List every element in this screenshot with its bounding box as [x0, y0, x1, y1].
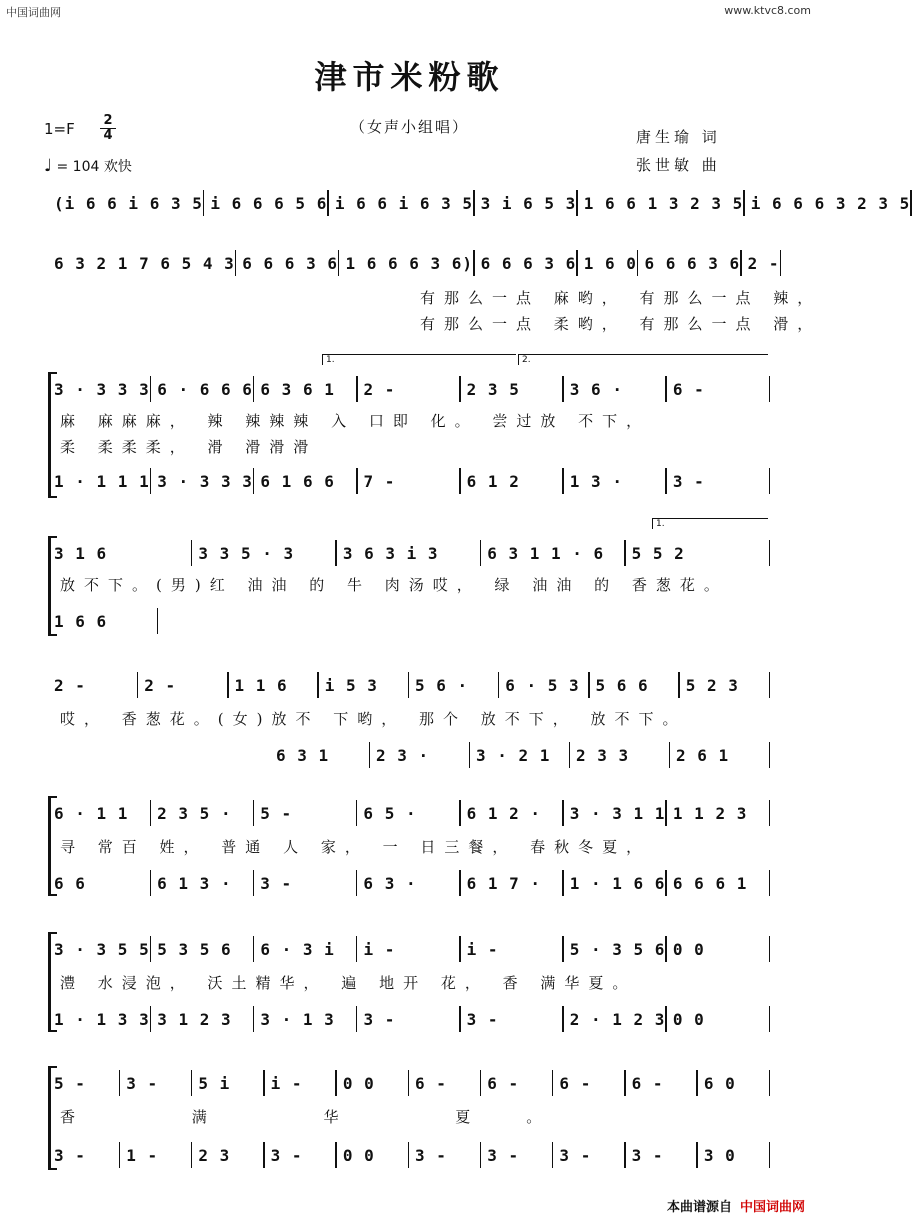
- measure: (i 6 6 i 6 3 5: [54, 193, 203, 213]
- score-row: [48, 250, 780, 276]
- barline: [769, 870, 771, 896]
- measure: 6 -: [487, 1073, 520, 1093]
- measure: 6 3 1 1 · 6: [487, 543, 605, 563]
- measure: 5 i: [198, 1073, 231, 1093]
- song-title: 津市米粉歌: [314, 58, 505, 96]
- site-name-left: 中国词曲网: [6, 6, 61, 19]
- measure: 5 -: [54, 1073, 86, 1093]
- footer-source-label: 本曲谱源自: [666, 1200, 732, 1215]
- score-row: [48, 800, 770, 826]
- measure: 3 -: [260, 873, 293, 893]
- measure: 6 1 7 ·: [466, 873, 541, 893]
- measure: 2 · 1 2 3: [569, 1009, 666, 1029]
- measure: 6 6: [54, 873, 86, 893]
- measure: 3 0: [703, 1145, 736, 1165]
- score-row: [48, 1070, 770, 1096]
- measure: 3 · 3 3 3: [54, 379, 150, 399]
- measure: 0 0: [342, 1073, 375, 1093]
- measure: 1 -: [126, 1145, 159, 1165]
- measure: 1 3 ·: [569, 471, 623, 491]
- tempo-text: = 104 欢快: [56, 159, 132, 175]
- measure: 3 · 2 1: [476, 745, 551, 765]
- measure: 1 6 6 6 3 6): [345, 253, 474, 273]
- measure: 3 -: [672, 471, 705, 491]
- measure: 3 · 3 3 3: [157, 471, 253, 491]
- lyric-line: 澧 水浸泡， 沃土精华， 遍 地开 花， 香 满华夏。: [60, 974, 637, 992]
- measure: 1 6 0: [583, 253, 637, 273]
- measure: 6 5 ·: [363, 803, 417, 823]
- measure: 0 0: [342, 1145, 375, 1165]
- measure: 1 · 1 3 3: [54, 1009, 150, 1029]
- measure: 6 -: [415, 1073, 447, 1093]
- footer-credit: [667, 1196, 805, 1215]
- measure: 1 · 1 1 1: [54, 471, 150, 491]
- volta-first-ending: 1.: [322, 354, 516, 365]
- lyric-line: 寻 常百 姓， 普通 人 家， 一 日三餐， 春秋冬夏，: [60, 838, 651, 856]
- site-url-right: www.ktvc8.com: [724, 4, 811, 17]
- composer-credit: 张世敏 曲: [636, 156, 721, 174]
- measure: 6 0: [703, 1073, 736, 1093]
- measure: 5 6 6: [595, 675, 649, 695]
- lyric-line: 放不下。(男)红 油油 的 牛 肉汤哎， 绿 油油 的 香葱花。: [60, 576, 728, 594]
- measure: 3 6 ·: [569, 379, 623, 399]
- time-sig-bottom: 4: [100, 128, 116, 143]
- measure: 1 1 6: [234, 675, 288, 695]
- measure: 3 · 1 3: [260, 1009, 335, 1029]
- lyric-line: 有那么一点 麻哟， 有那么一点 辣，: [420, 289, 822, 307]
- lyric-line: 有那么一点 柔哟， 有那么一点 滑，: [420, 315, 822, 333]
- measure: 3 1 6: [54, 543, 108, 563]
- measure: 3 -: [487, 1145, 520, 1165]
- measure: 6 1 3 ·: [157, 873, 232, 893]
- quarter-note-icon: ♩: [44, 156, 53, 176]
- volta-second-ending: 2.: [518, 354, 768, 365]
- score-row: [48, 376, 770, 402]
- measure: 2 3 5: [466, 379, 520, 399]
- barline: [769, 936, 771, 962]
- measure: 5 6 ·: [415, 675, 469, 695]
- measure: 6 -: [672, 379, 705, 399]
- measure: 3 3 5 · 3: [198, 543, 295, 563]
- measure: 6 6 6 3 6: [644, 253, 741, 273]
- measure: i -: [270, 1073, 303, 1093]
- measure: 3 i 6 5 3: [480, 193, 577, 213]
- measure: 6 -: [631, 1073, 664, 1093]
- measure: 3 · 3 5 5: [54, 939, 150, 959]
- measure: 3 -: [466, 1009, 499, 1029]
- measure: 2 3 3: [576, 745, 630, 765]
- volta-first-ending: 1.: [652, 518, 768, 529]
- measure: 6 3 ·: [363, 873, 417, 893]
- measure: 1 6 6 1 3 2 3 5: [583, 193, 744, 213]
- lyric-line: 香 满 华 夏。: [60, 1108, 598, 1126]
- measure: 1 · 1 6 6: [569, 873, 666, 893]
- score-row-lower: [48, 870, 770, 896]
- measure: 5 3 5 6: [157, 939, 232, 959]
- measure: 5 -: [260, 803, 293, 823]
- barline: [157, 608, 159, 634]
- measure: 5 2 3: [685, 675, 739, 695]
- tempo-marking: [44, 156, 132, 176]
- measure: 2 -: [144, 675, 177, 695]
- measure: 2 3 ·: [376, 745, 430, 765]
- barline: [769, 1070, 771, 1096]
- measure: 6 3 1: [276, 745, 330, 765]
- measure: 3 -: [415, 1145, 447, 1165]
- score-row: [48, 540, 770, 566]
- barline: [769, 540, 771, 566]
- score-row: [48, 672, 770, 698]
- score-row: [48, 936, 770, 962]
- measure: 2 -: [363, 379, 396, 399]
- measure: 3 -: [126, 1073, 159, 1093]
- measure: 3 -: [270, 1145, 303, 1165]
- measure: 6 1 2: [466, 471, 520, 491]
- barline: [769, 468, 771, 494]
- measure: 3 6 3 i 3: [342, 543, 439, 563]
- measure: i -: [466, 939, 499, 959]
- barline: [769, 1006, 771, 1032]
- measure: 6 -: [559, 1073, 592, 1093]
- measure: 2 3: [198, 1145, 231, 1165]
- score-row-lower: [48, 1142, 770, 1168]
- measure: 6 1 6 6: [260, 471, 335, 491]
- measure: 6 6 6 3 6: [242, 253, 338, 273]
- measure: i -: [363, 939, 396, 959]
- measure: 5 5 2: [631, 543, 685, 563]
- key-signature: 1=F: [44, 120, 75, 138]
- measure: 6 · 1 1: [54, 803, 129, 823]
- measure: 2 3 5 ·: [157, 803, 232, 823]
- measure: 6 3 2 1 7 6 5 4 3: [54, 253, 235, 273]
- measure: 0 0: [672, 1009, 705, 1029]
- footer-brand: 中国词曲网: [739, 1200, 805, 1215]
- measure: 7 -: [363, 471, 396, 491]
- lyric-line: 麻 麻麻麻， 辣 辣辣辣 入 口即 化。 尝过放 不下，: [60, 412, 651, 430]
- barline: [769, 742, 771, 768]
- lyricist-credit: 唐生瑜 词: [636, 128, 721, 146]
- measure: i 6 6 6 5 6: [210, 193, 328, 213]
- measure: i 6 6 6 3 2 3 5: [750, 193, 911, 213]
- measure: 3 -: [363, 1009, 396, 1029]
- measure: 5 · 3 5 6: [569, 939, 666, 959]
- measure: 0 0: [672, 939, 705, 959]
- measure: 1 1 2 3: [672, 803, 748, 823]
- measure: 3 -: [54, 1145, 86, 1165]
- time-signature: [100, 114, 116, 143]
- barline: [769, 376, 771, 402]
- measure: i 5 3: [324, 675, 378, 695]
- barline: [769, 800, 771, 826]
- measure: 6 · 3 i: [260, 939, 335, 959]
- score-row-lower: [48, 468, 770, 494]
- measure: 6 6 6 3 6: [480, 253, 577, 273]
- lyric-line: 哎， 香葱花。(女)放不 下哟， 那个 放不下， 放不下。: [60, 710, 687, 728]
- song-subtitle: （女声小组唱）: [349, 118, 469, 136]
- measure: 3 1 2 3: [157, 1009, 232, 1029]
- time-sig-top: 2: [103, 113, 113, 128]
- measure: 2 -: [54, 675, 86, 695]
- barline: [780, 250, 782, 276]
- measure: 3 · 3 1 1: [569, 803, 666, 823]
- score-row: [48, 190, 911, 216]
- measure: 6 6 6 1: [672, 873, 748, 893]
- measure: 2 -: [747, 253, 780, 273]
- measure: i 6 6 i 6 3 5: [334, 193, 474, 213]
- score-row-lower: [270, 742, 770, 768]
- measure: 6 · 6 6 6: [157, 379, 253, 399]
- measure: 3 -: [631, 1145, 664, 1165]
- lyric-line: 柔 柔柔柔， 滑 滑滑滑: [60, 438, 318, 456]
- score-row-lower: [48, 608, 158, 634]
- barline: [769, 1142, 771, 1168]
- measure: 6 1 2 ·: [466, 803, 541, 823]
- measure: 2 6 1: [676, 745, 730, 765]
- barline: [769, 672, 771, 698]
- measure: 6 · 5 3: [505, 675, 580, 695]
- measure: 3 -: [559, 1145, 592, 1165]
- measure: 6 3 6 1: [260, 379, 335, 399]
- score-row-lower: [48, 1006, 770, 1032]
- measure: 1 6 6: [54, 611, 108, 631]
